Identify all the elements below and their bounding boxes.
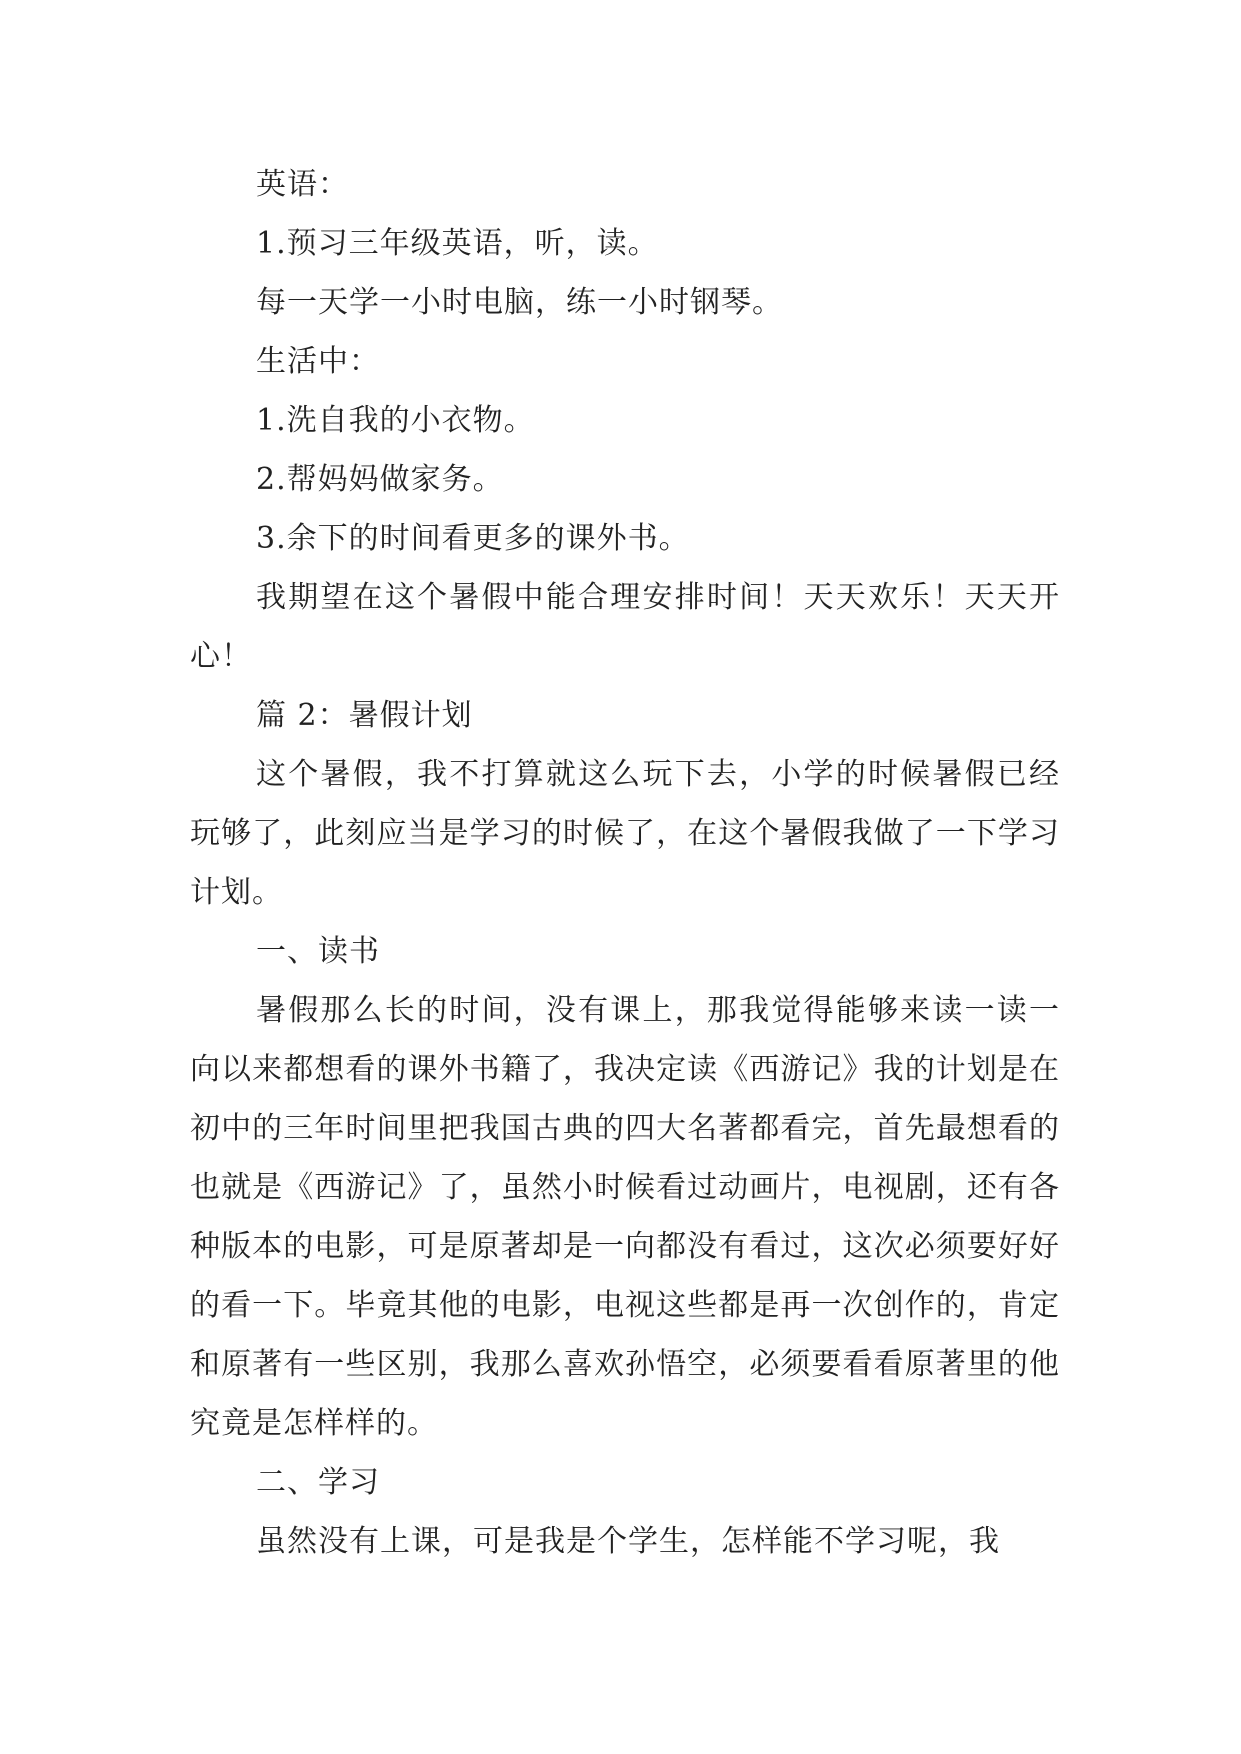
paragraph-reading-plan: 暑假那么长的时间，没有课上，那我觉得能够来读一读一向以来都想看的课外书籍了，我决定读《西游记》我的计划是在初中的三年时间里把我国古典的四大名著都看完，首先最想看的也就是《西游记》了，虽然小时候看过动画片，电视剧，还有各种版本的电影，可是原著却是一向都没有看过，这次必须要好好的看一下。毕竟其他的电影，电视这些都是再一次创作的，肯定和原著有一些区别，我那么喜欢孙悟空，必须要看看原著里的他究竟是怎样样的。 xyxy=(190,993,1060,1441)
paragraph-hope: 我期望在这个暑假中能合理安排时间！天天欢乐！天天开心！ xyxy=(190,580,1060,674)
section-title-part-2: 篇 2：暑假计划 xyxy=(256,698,473,733)
paragraph-life-item-2: 2.帮妈妈做家务。 xyxy=(256,462,504,497)
paragraph-intro: 这个暑假，我不打算就这么玩下去，小学的时候暑假已经玩够了，此刻应当是学习的时候了，在这个暑假我做了一下学习计划。 xyxy=(190,757,1060,910)
paragraph-study-plan: 虽然没有上课，可是我是个学生，怎样能不学习呢，我 xyxy=(256,1524,1000,1559)
paragraph-life-item-3: 3.余下的时间看更多的课外书。 xyxy=(256,521,690,556)
document-body xyxy=(190,155,1060,1571)
paragraph-daily-practice: 每一天学一小时电脑，练一小时钢琴。 xyxy=(256,285,783,320)
section-heading-study: 二、学习 xyxy=(256,1465,380,1500)
section-heading-reading: 一、读书 xyxy=(256,934,380,969)
paragraph-english-heading: 英语： xyxy=(256,167,349,202)
paragraph-english-item-1: 1.预习三年级英语，听，读。 xyxy=(256,226,659,261)
paragraph-life-heading: 生活中： xyxy=(256,344,380,379)
paragraph-life-item-1: 1.洗自我的小衣物。 xyxy=(256,403,535,438)
